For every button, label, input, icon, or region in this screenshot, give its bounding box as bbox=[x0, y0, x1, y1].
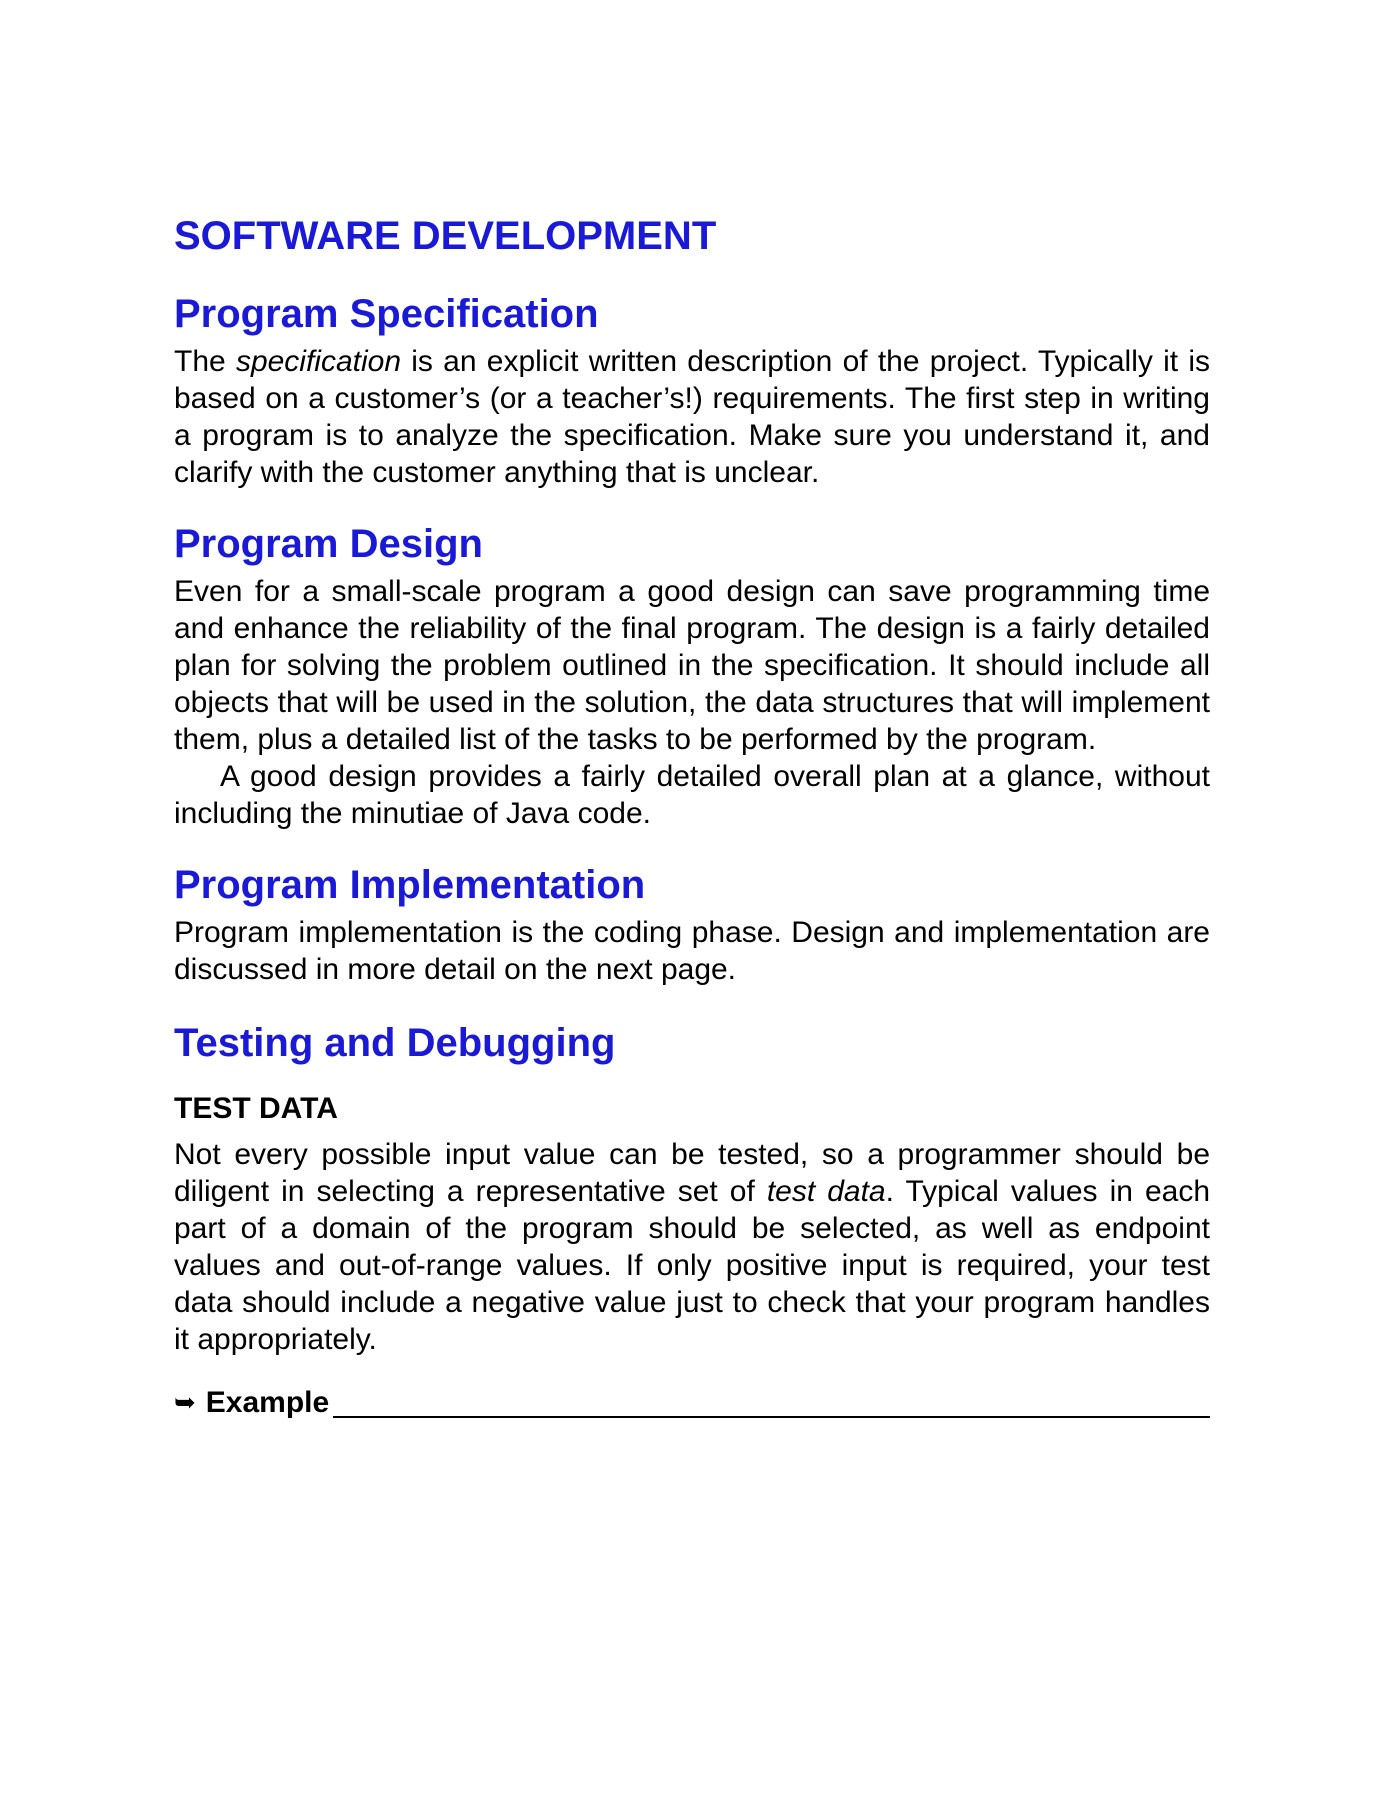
implementation-paragraph: Program implementation is the coding phase. Design and implementation are discussed in more detail on the next page. bbox=[174, 916, 1210, 986]
design-paragraph-1: Even for a small-scale program a good design can save programming time and enhance the reliability of the final program. The design is a fairly detailed plan for solving the problem outlined in the specification. It should include all objects that will be used in the solution, the data structures that will implement them, plus a detailed list of the tasks to be performed by the program. bbox=[174, 575, 1210, 756]
specification-paragraph bbox=[174, 343, 1210, 491]
design-paragraph-2: A good design provides a fairly detailed overall plan at a glance, without including the minutiae of Java code. bbox=[174, 760, 1210, 830]
arrow-icon: ➥ bbox=[174, 1388, 196, 1418]
section-heading-design: Program Design bbox=[174, 522, 483, 566]
test-data-text-rest: . Typical values in each part of a domain of the program should be selected, as well as endpoint values and out-of-range values. If only positive input is required, your test data should include a negative value just to check that your program handles it appropriately. bbox=[174, 1175, 1211, 1356]
test-data-term: test data bbox=[766, 1175, 886, 1208]
specification-text-start: The bbox=[174, 345, 236, 378]
test-data-subheading: TEST DATA bbox=[174, 1092, 338, 1125]
section-heading-specification: Program Specification bbox=[174, 292, 599, 336]
example-label: Example bbox=[205, 1386, 330, 1419]
example-rule bbox=[333, 1386, 1210, 1418]
specification-term: specification bbox=[235, 345, 402, 378]
test-data-paragraph bbox=[174, 1136, 1210, 1358]
section-heading-implementation: Program Implementation bbox=[174, 863, 646, 907]
specification-text-rest: is an explicit written description of the project. Typically it is based on a customer’s (or a teacher’s!) requirements. The first step in writing a program is to analyze the specification. Make sure you understand it, and clarify with the customer anything that is unclear. bbox=[174, 345, 1211, 489]
example-line bbox=[174, 1384, 1210, 1422]
document-page bbox=[174, 210, 1210, 1422]
document-title: SOFTWARE DEVELOPMENT bbox=[174, 214, 717, 258]
section-heading-testing: Testing and Debugging bbox=[174, 1021, 616, 1065]
test-data-text-start: Not every possible input value can be tested, so a programmer should be diligent in selecting a representative set of bbox=[174, 1138, 1210, 1208]
